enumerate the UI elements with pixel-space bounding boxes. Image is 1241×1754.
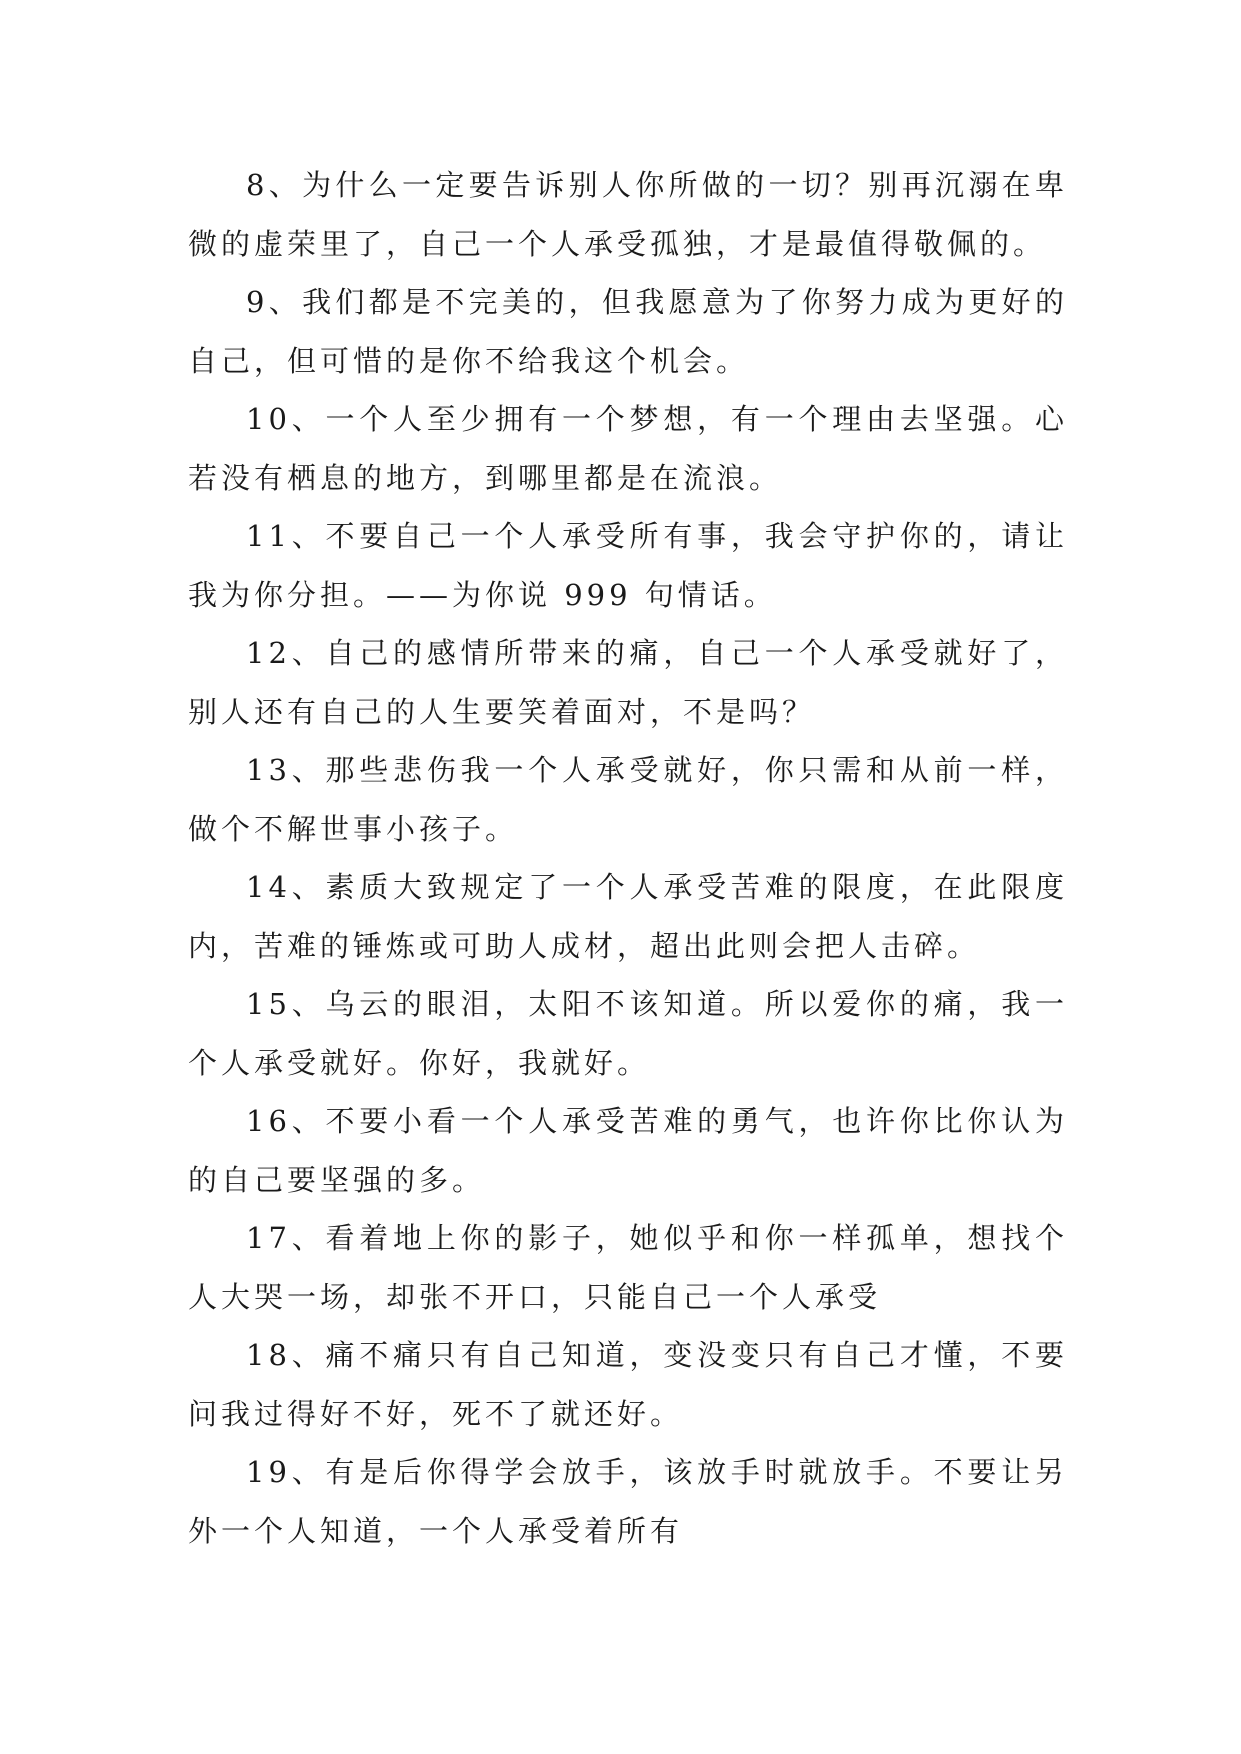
- paragraph-18: 18、痛不痛只有自己知道，变没变只有自己才懂，不要问我过得好不好，死不了就还好。: [188, 1338, 1068, 1431]
- paragraph-10: 10、一个人至少拥有一个梦想，有一个理由去坚强。心若没有栖息的地方，到哪里都是在流浪。: [188, 402, 1068, 495]
- paragraph-14: 14、素质大致规定了一个人承受苦难的限度，在此限度内，苦难的锤炼或可助人成材，超出此则会把人击碎。: [188, 870, 1068, 963]
- paragraph-12: 12、自己的感情所带来的痛，自己一个人承受就好了，别人还有自己的人生要笑着面对，不是吗？: [188, 636, 1068, 729]
- paragraph-17: 17、看着地上你的影子，她似乎和你一样孤单，想找个人大哭一场，却张不开口，只能自己一个人承受: [188, 1221, 1068, 1314]
- document-body: [188, 156, 1068, 1560]
- paragraph-16: 16、不要小看一个人承受苦难的勇气，也许你比你认为的自己要坚强的多。: [188, 1104, 1068, 1197]
- paragraph-9: 9、我们都是不完美的，但我愿意为了你努力成为更好的自己，但可惜的是你不给我这个机会。: [188, 285, 1068, 378]
- paragraph-13: 13、那些悲伤我一个人承受就好，你只需和从前一样，做个不解世事小孩子。: [188, 753, 1068, 846]
- paragraph-8: 8、为什么一定要告诉别人你所做的一切？别再沉溺在卑微的虚荣里了，自己一个人承受孤独，才是最值得敬佩的。: [188, 168, 1068, 261]
- paragraph-11: 11、不要自己一个人承受所有事，我会守护你的，请让我为你分担。——为你说 999 句情话。: [188, 519, 1068, 612]
- paragraph-15: 15、乌云的眼泪，太阳不该知道。所以爱你的痛，我一个人承受就好。你好，我就好。: [188, 987, 1068, 1080]
- paragraph-19: 19、有是后你得学会放手，该放手时就放手。不要让另外一个人知道，一个人承受着所有: [188, 1455, 1068, 1548]
